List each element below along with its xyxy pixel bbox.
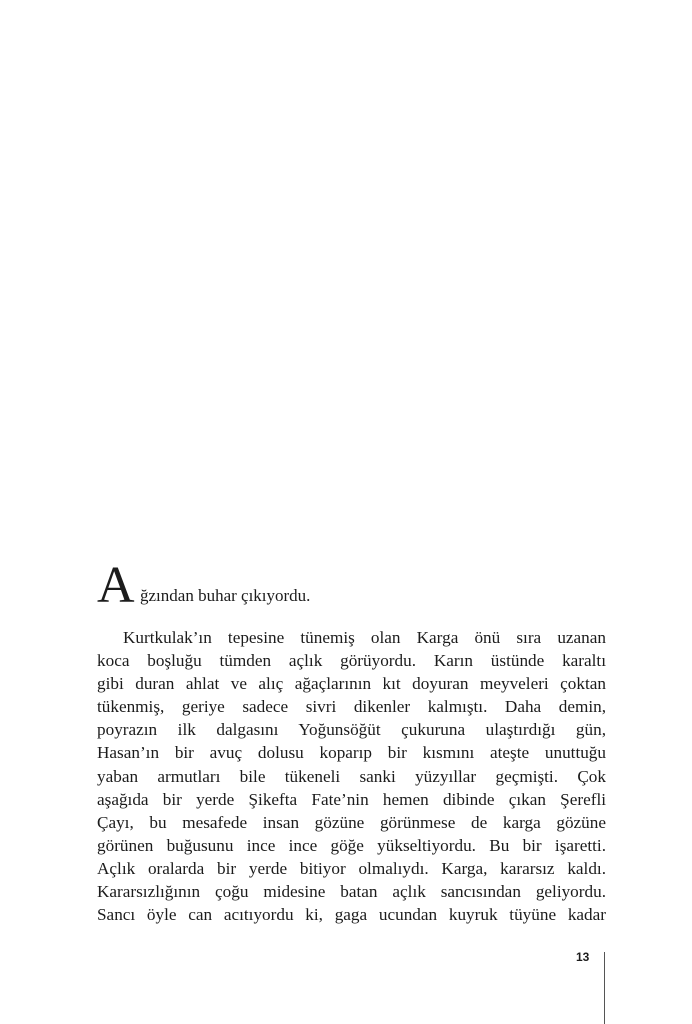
text-line: aşağıda bir yerde Şikefta Fate’nin hemen dibinde çıkan Şerefli <box>97 789 606 809</box>
opening-line <box>97 557 606 614</box>
text-line: Çayı, bu mesafede insan gözüne görünmese de karga gözüne <box>97 812 606 832</box>
page-number: 13 <box>576 950 590 964</box>
text-line: görünen buğusunu ince ince göğe yükseltiyordu. Bu bir işaretti. <box>97 835 606 855</box>
text-block <box>97 557 606 926</box>
text-line: Açlık oralarda bir yerde bitiyor olmalıydı. Karga, kararsız kaldı. <box>97 858 606 878</box>
margin-rule <box>604 952 605 1024</box>
text-line: Kararsızlığının çoğu midesine batan açlık sancısından geliyordu. <box>97 882 606 902</box>
text-line: gibi duran ahlat ve alıç ağaçlarının kıt doyuran meyveleri çoktan <box>97 674 606 694</box>
text-line: Kurtkulak’ın tepesine tünemiş olan Karga önü sıra uzanan <box>123 628 606 647</box>
text-line: Hasan’ın bir avuç dolusu koparıp bir kısmını ateşte unuttuğu <box>97 743 606 763</box>
text-line: Sancı öyle can acıtıyordu ki, gaga ucundan kuyruk tüyüne kadar <box>97 905 606 925</box>
text-line: poyrazın ilk dalgasını Yoğunsöğüt çukuruna ulaştırdığı gün, <box>97 720 606 740</box>
text-line: yaban armutları bile tükeneli sanki yüzyıllar geçmişti. Çok <box>97 766 606 786</box>
drop-cap: A <box>97 557 133 614</box>
text-line: tükenmiş, geriye sadece sivri dikenler kalmıştı. Daha demin, <box>97 697 606 717</box>
text-line: koca boşluğu tümden açlık görüyordu. Karın üstünde karaltı <box>97 651 606 671</box>
paragraph <box>97 626 606 926</box>
opening-text: ğzından buhar çıkıyordu. <box>140 586 311 605</box>
